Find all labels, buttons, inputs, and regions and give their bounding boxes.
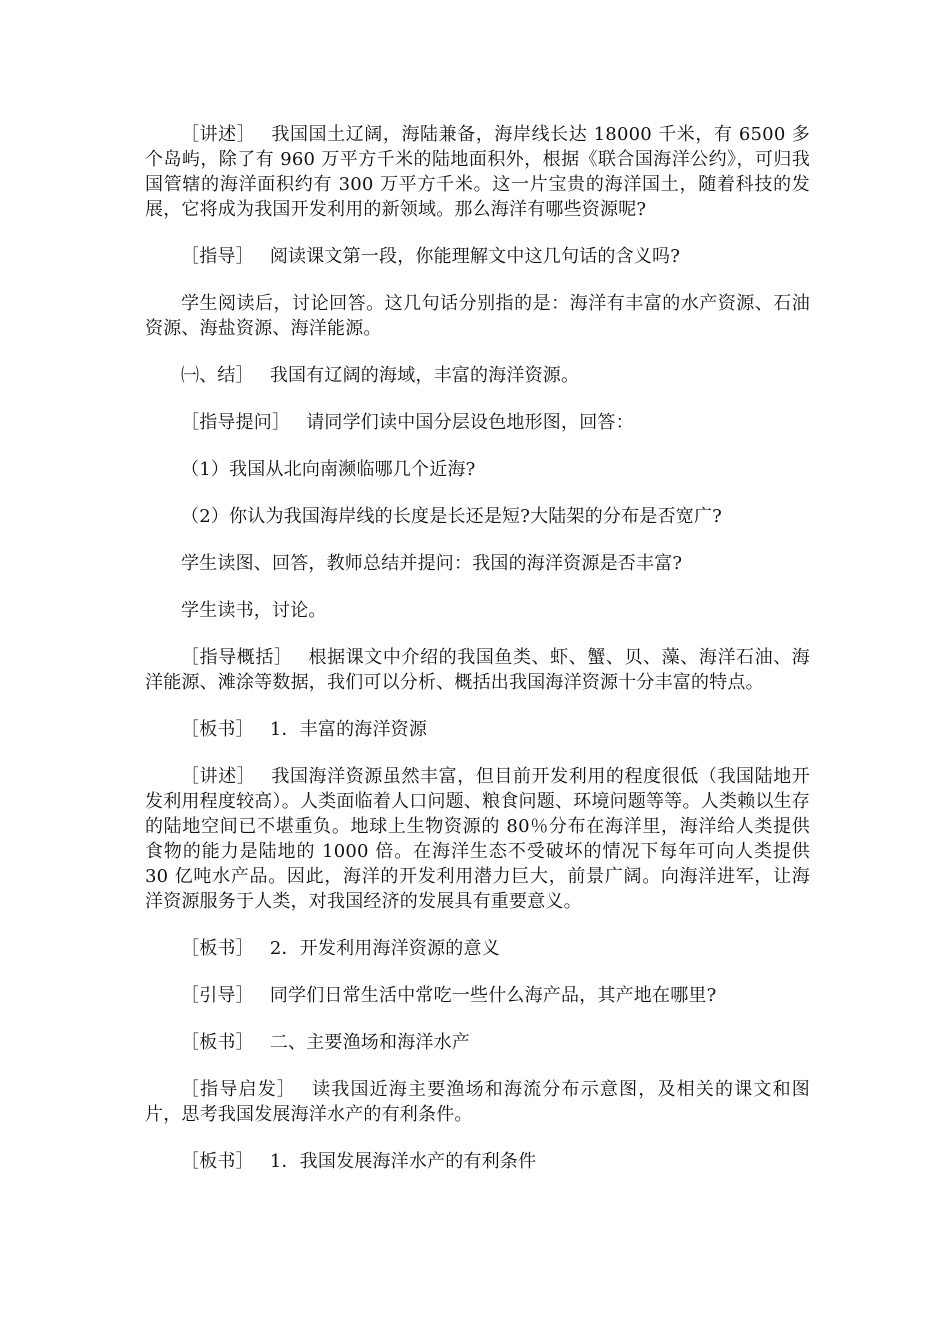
paragraph-tag: ［板书］ [181,1032,254,1053]
paragraph-9 [145,598,810,623]
paragraph-tag: ［板书］ [181,719,254,740]
paragraph-10 [145,645,810,695]
paragraph-text: 1．我国发展海洋水产的有利条件 [269,1151,537,1172]
paragraph-text: 学生阅读后，讨论回答。这几句话分别指的是：海洋有丰富的水产资源、石油资源、海盐资源、海洋能源。 [145,293,810,339]
paragraph-13 [145,936,810,961]
paragraph-tag: ［讲述］ [181,766,256,787]
paragraph-text: 根据课文中介绍的我国鱼类、虾、蟹、贝、藻、海洋石油、海洋能源、滩涂等数据，我们可以分析、概括出我国海洋资源十分丰富的特点。 [145,647,810,693]
paragraph-text: 二、主要渔场和海洋水产 [269,1032,471,1053]
paragraph-tag: ［指导提问］ [181,412,291,433]
paragraph-tag: ［指导启发］ [181,1079,297,1100]
paragraph-tag: ［讲述］ [181,124,256,145]
paragraph-tag: ㈠、结］ [181,365,254,386]
paragraph-17 [145,1149,810,1174]
paragraph-8 [145,551,810,576]
paragraph-tag: ［板书］ [181,938,254,959]
paragraph-text: 学生读图、回答，教师总结并提问：我国的海洋资源是否丰富? [181,553,683,574]
paragraph-4 [145,363,810,388]
paragraph-5 [145,410,810,435]
paragraph-text: （1）我国从北向南濒临哪几个近海? [181,459,476,480]
paragraph-text: 学生读书，讨论。 [181,600,327,621]
paragraph-14 [145,983,810,1008]
paragraph-2 [145,244,810,269]
paragraph-16 [145,1077,810,1127]
paragraph-tag: ［指导概括］ [181,647,293,668]
paragraph-text: 请同学们读中国分层设色地形图，回答： [306,412,634,433]
paragraph-text: 阅读课文第一段，你能理解文中这几句话的含义吗? [269,246,681,267]
paragraph-tag: ［指导］ [181,246,254,267]
paragraph-11 [145,717,810,742]
paragraph-7 [145,504,810,529]
paragraph-6 [145,457,810,482]
paragraph-text: （2）你认为我国海岸线的长度是长还是短?大陆架的分布是否宽广? [181,506,722,527]
paragraph-tag: ［引导］ [181,985,254,1006]
paragraph-text: 2．开发利用海洋资源的意义 [269,938,500,959]
paragraph-15 [145,1030,810,1055]
paragraph-text: 我国有辽阔的海域，丰富的海洋资源。 [269,365,580,386]
document-page [145,122,810,1196]
paragraph-tag: ［板书］ [181,1151,254,1172]
paragraph-text: 读我国近海主要渔场和海流分布示意图，及相关的课文和图片，思考我国发展海洋水产的有利条件。 [145,1079,810,1125]
paragraph-text: 1．丰富的海洋资源 [269,719,428,740]
paragraph-text: 我国国土辽阔，海陆兼备，海岸线长达 18000 千米，有 6500 多个岛屿，除了有 960 万平方千米的陆地面积外，根据《联合国海洋公约》，可归我国管辖的海洋面积约有 300 万平方千米。这一片宝贵的海洋国土，随着科技的发展，它将成为我国开发利用的新领域。那么海洋有哪些资源呢? [145,124,810,220]
paragraph-3 [145,291,810,341]
paragraph-text: 同学们日常生活中常吃一些什么海产品，其产地在哪里? [269,985,717,1006]
paragraph-text: 我国海洋资源虽然丰富，但目前开发利用的程度很低（我国陆地开发利用程度较高）。人类面临着人口问题、粮食问题、环境问题等等。人类赖以生存的陆地空间已不堪重负。地球上生物资源的 80％分布在海洋里，海洋给人类提供食物的能力是陆地的 1000 倍。在海洋生态不受破坏的情况下每年可向人类提供 30 亿吨水产品。因此，海洋的开发利用潜力巨大，前景广阔。向海洋进军，让海洋资源服务于人类，对我国经济的发展具有重要意义。 [145,766,810,912]
paragraph-1 [145,122,810,222]
paragraph-12 [145,764,810,914]
